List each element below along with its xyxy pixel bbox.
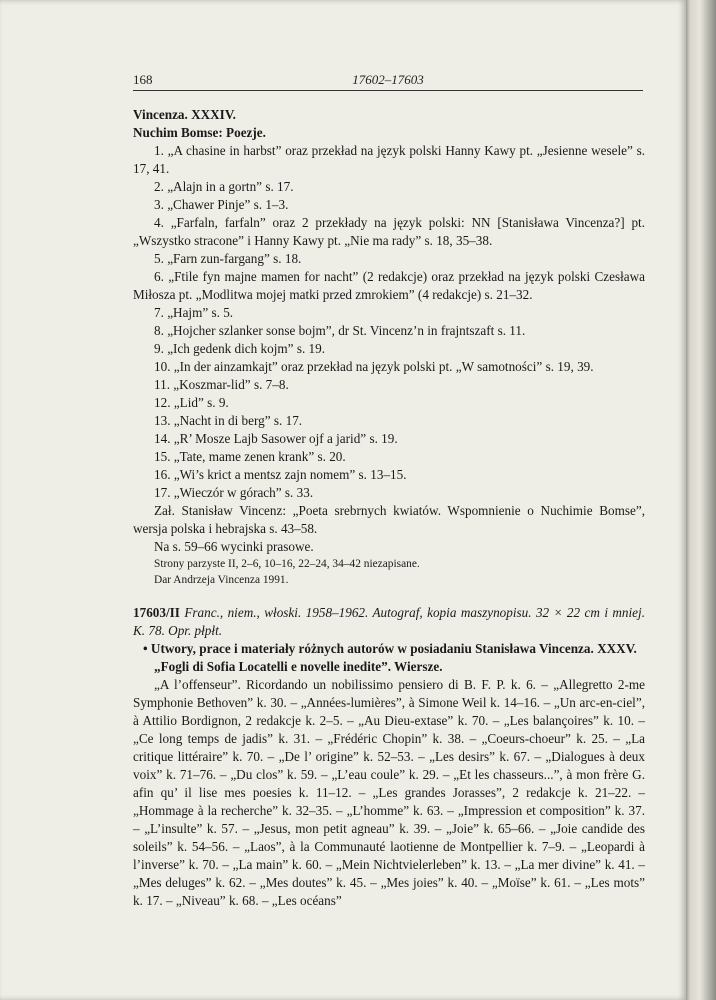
list-item: 2. „Alajn in a gortn” s. 17. <box>154 179 294 194</box>
collection-title-text: Utwory, prace i materiały różnych autorów w posiadaniu Stanisława Vincenza. XXXV. <box>150 641 637 656</box>
list-item: 14. „R’ Mosze Lajb Sasower ojf a jarid” s. 19. <box>154 431 398 446</box>
entry-range: 17602–17603 <box>352 72 424 87</box>
list-item: 9. „Ich gedenk dich kojm” s. 19. <box>154 341 326 356</box>
list-item: 10. „In der ainzamkajt” oraz przekład na język polski pt. „W samotności” s. 19, 39. <box>154 359 594 374</box>
entry-subtitle: „Fogli di Sofia Locatelli e novelle inedite”. Wiersze. <box>154 659 443 674</box>
list-item: 13. „Nacht in di berg” s. 17. <box>154 413 303 428</box>
entry-title-line1: Vincenza. XXXIV. <box>133 107 236 122</box>
entry-spacer <box>133 588 645 604</box>
running-header <box>133 70 643 91</box>
list-item: 4. „Farfaln, farfaln” oraz 2 przekłady na język polski: NN [Stanisława Vincenza?] pt. „Wszystko stracone” i Hanny Kawy pt. „Nie ma rady” s. 18, 35–38. <box>133 215 645 248</box>
entry-heading <box>133 604 645 640</box>
list-item: 5. „Farn zun-fargang” s. 18. <box>154 251 302 266</box>
entry-body: „A l’offenseur”. Ricordando un nobilissimo pensiero di B. F. P. k. 6. – „Allegretto 2-me Symphonie Bethoven” k. 30. – „Années-lumières”, à Simone Weil k. 14–16. – „Un arc-en-ciel”, à Attilio Bordignon, 2 redakcje k. 2–5. – „Au Dieu-extase” k. 70. – „Les balançoires” k. 10. – „Ce long temps de jadis” k. 31. – „Frédéric Chopin” k. 38. – „Coeurs-choeur” k. 25. – „La critique littéraire” k. 70. – „De l’ origine” k. 52–53. – „Les desirs” k. 67. – „Dialogues à deux voix” k. 71–76. – „Du clos” k. 59. – „L’eau coule” k. 29. – „Et les chasseurs...”, à mon frère G. afin qu’ il lise mes poesies k. 11–12. – „Les grandes Jorasses”, 2 redakcje k. 21–22. – „Hommage à la recherche” k. 32–35. – „L’homme” k. 63. – „Impression et composition” k. 37. – „L’insulte” k. 57. – „Jesus, mon petit agneau” k. 39. – „Joie” k. 65–66. – „Joie candide des soleils” k. 54–56. – „Laos”, à la Communauté laotienne de Montpellier k. 7–9. – „Leopardi à l’inverse” k. 70. – „La main” k. 60. – „Mein Nichtvielerleben” k. 13. – „La mer divine” k. 41. – „Mes deluges” k. 62. – „Mes doutes” k. 45. – „Mes joies” k. 40. – „Moïse” k. 61. – „Les mots” k. 17. – „Niveau” k. 68. – „Les océans” <box>133 677 645 908</box>
list-item: 6. „Ftile fyn majne mamen for nacht” (2 redakcje) oraz przekład na język polski Czesława Miłosza pt. „Modlitwa mojej matki przed zmrokiem” (4 redakcje) s. 21–32. <box>133 269 645 302</box>
entry-title-line2: Nuchim Bomse: Poezje. <box>133 125 266 140</box>
page-number: 168 <box>133 72 153 87</box>
entry-id: 17603/II <box>133 605 180 620</box>
list-item: 1. „A chasine in harbst” oraz przekład na język polski Hanny Kawy pt. „Jesienne wesele” s. 17, 41. <box>133 143 645 176</box>
list-item: 7. „Hajm” s. 5. <box>154 305 234 320</box>
entry-collection-title <box>133 640 645 658</box>
list-item: 3. „Chawer Pinje” s. 1–3. <box>154 197 289 212</box>
donation-note: Dar Andrzeja Vincenza 1991. <box>154 574 289 586</box>
list-item: 8. „Hojcher szlanker sonse bojm”, dr St. Vincenz’n in frajntszaft s. 11. <box>154 323 526 338</box>
list-item: 15. „Tate, mame zenen krank” s. 20. <box>154 449 346 464</box>
list-item: 12. „Lid” s. 9. <box>154 395 229 410</box>
attachment-note: Zał. Stanisław Vincenz: „Poeta srebrnych kwiatów. Wspomnienie o Nuchimie Bomse”, wersja polska i hebrajska s. 43–58. <box>133 503 645 536</box>
blank-pages-note: Strony parzyste II, 2–6, 10–16, 22–24, 34–42 niezapisane. <box>154 558 420 570</box>
list-item: 16. „Wi’s krict a mentsz zajn nomem” s. 13–15. <box>154 467 407 482</box>
list-item: 11. „Koszmar-lid” s. 7–8. <box>154 377 289 392</box>
list-item: 17. „Wieczór w górach” s. 33. <box>154 485 314 500</box>
page-content <box>133 106 645 910</box>
clippings-note: Na s. 59–66 wycinki prasowe. <box>154 539 314 554</box>
bullet-icon: • <box>143 641 151 656</box>
page-edge <box>686 0 716 1000</box>
entry-description: Franc., niem., włoski. 1958–1962. Autograf, kopia maszynopisu. 32 × 22 cm i mniej. K. 78. Opr. płpłt. <box>133 605 645 638</box>
